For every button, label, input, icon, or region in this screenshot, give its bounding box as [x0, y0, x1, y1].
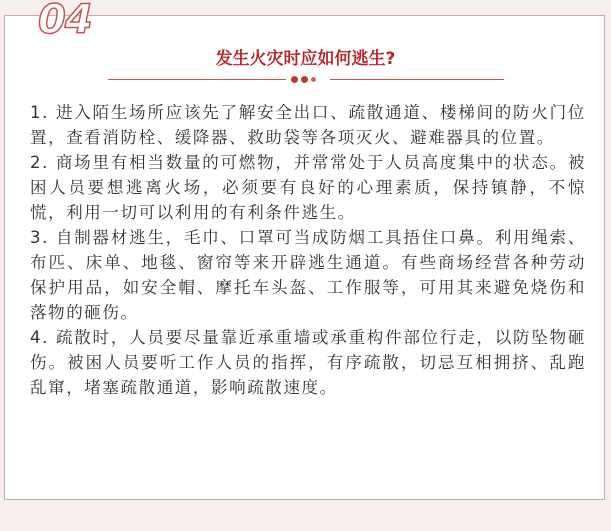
title-divider-left: [108, 79, 286, 80]
page-title: 发生火灾时应如何逃生?: [215, 49, 396, 69]
paragraph-4: 4. 疏散时，人员要尽量靠近承重墙或承重构件部位行走，以防坠物砸伤。被困人员要听工作人员的指挥，有序疏散，切忌互相拥挤、乱跑乱窜，堵塞疏散通道，影响疏散速度。: [30, 328, 586, 397]
divider-dots-icon: [291, 75, 316, 84]
section-number: 04: [38, 0, 92, 43]
paragraph-3: 3. 自制器材逃生，毛巾、口罩可当成防烟工具捂住口鼻。利用绳索、布匹、床单、地毯、窗帘等来开辟逃生通道。有些商场经营各种劳动保护用品，如安全帽、摩托车头盔、工作服等，可用其来避免烧伤和落物的砸伤。: [30, 228, 586, 322]
article-body: [30, 100, 586, 400]
paragraph-2: 2. 商场里有相当数量的可燃物，并常常处于人员高度集中的状态。被困人员要想逃离火场，必须要有良好的心理素质，保持镇静，不惊慌，利用一切可以利用的有利条件逃生。: [30, 153, 586, 222]
paragraph-1: 1. 进入陌生场所应该先了解安全出口、疏散通道、楼梯间的防火门位置，查看消防栓、缓降器、救助袋等各项灭火、避难器具的位置。: [30, 103, 586, 147]
title-divider-right: [330, 79, 504, 80]
